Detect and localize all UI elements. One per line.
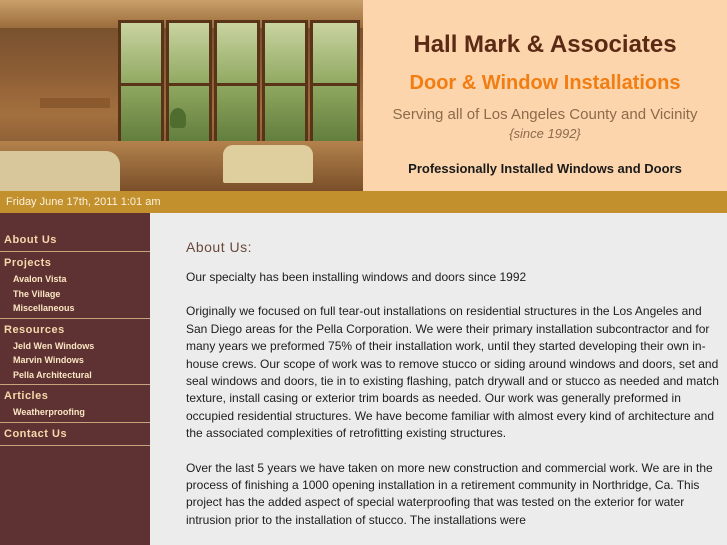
nav-about-us[interactable]: About Us: [4, 234, 57, 246]
nav-projects[interactable]: Projects: [4, 257, 52, 269]
photo-window: [214, 20, 260, 150]
date-bar: Friday June 17th, 2011 1:01 am: [0, 191, 727, 213]
intro-paragraph: Our specialty has been installing windows and doors since 1992: [186, 270, 527, 284]
nav-divider: [0, 251, 150, 252]
recent-work-paragraph: Over the last 5 years we have taken on more new construction and commercial work. We are in the process of finishing a 1000 opening installation in a retirement community in Northridge, Ca. This project has the added aspect of special waterproofing that was tested on the exterior for water intrusion prior to the installation of stucco. The installations were: [186, 460, 713, 527]
photo-plant: [170, 108, 186, 128]
since-year: {since 1992}: [509, 126, 581, 141]
photo-window: [166, 20, 212, 150]
nav-divider: [0, 384, 150, 385]
nav-divider: [0, 318, 150, 319]
nav-contact-us[interactable]: Contact Us: [4, 427, 68, 440]
nav-divider: [0, 422, 150, 423]
company-name: Hall Mark & Associates: [413, 31, 677, 58]
nav-articles[interactable]: Articles: [4, 390, 49, 402]
nav-pella-architectural[interactable]: Pella Architectural: [13, 369, 92, 380]
nav-the-village[interactable]: The Village: [13, 288, 61, 299]
page-heading: About Us:: [186, 239, 252, 255]
header-photo: [0, 0, 363, 191]
photo-chair: [223, 145, 313, 183]
history-paragraph: Originally we focused on full tear-out installations on residential structures in the Los Angeles and San Diego areas for the Pella Corporation. We were their primary installation subcontractor and for many years we preformed 75% of their installation work, until they started developing their own in-house crews. Our scope of work was to remove stucco or siding around windows and doors, set and seal windows and doors, tie in to existing flashing, patch drywall and or stucco as needed and match texture, install casing or exterior trim boards as needed. Our work was generally preformed in occupied residential structures. We have become familiar with almost every kind of architecture and the associated complexities of retrofitting existing structures.: [186, 304, 719, 441]
nav-marvin-windows[interactable]: Marvin Windows: [13, 355, 84, 365]
photo-window: [262, 20, 308, 150]
service-title: Door & Window Installations: [409, 72, 681, 94]
tagline: Professionally Installed Windows and Doors: [408, 161, 682, 176]
service-area: Serving all of Los Angeles County and Vicinity: [392, 106, 698, 123]
sidebar-nav: [0, 213, 150, 545]
main-content: [150, 213, 727, 545]
photo-window: [118, 20, 164, 150]
photo-window: [310, 20, 360, 150]
nav-jeld-wen-windows[interactable]: Jeld Wen Windows: [13, 340, 95, 351]
nav-avalon-vista[interactable]: Avalon Vista: [13, 274, 67, 284]
brand-panel: [363, 0, 727, 191]
nav-resources[interactable]: Resources: [4, 323, 65, 336]
photo-table: [40, 98, 110, 108]
nav-weatherproofing[interactable]: Weatherproofing: [13, 407, 85, 417]
photo-sofa: [0, 151, 120, 191]
nav-miscellaneous[interactable]: Miscellaneous: [13, 303, 75, 313]
site-header: [0, 0, 727, 191]
nav-divider: [0, 445, 150, 446]
